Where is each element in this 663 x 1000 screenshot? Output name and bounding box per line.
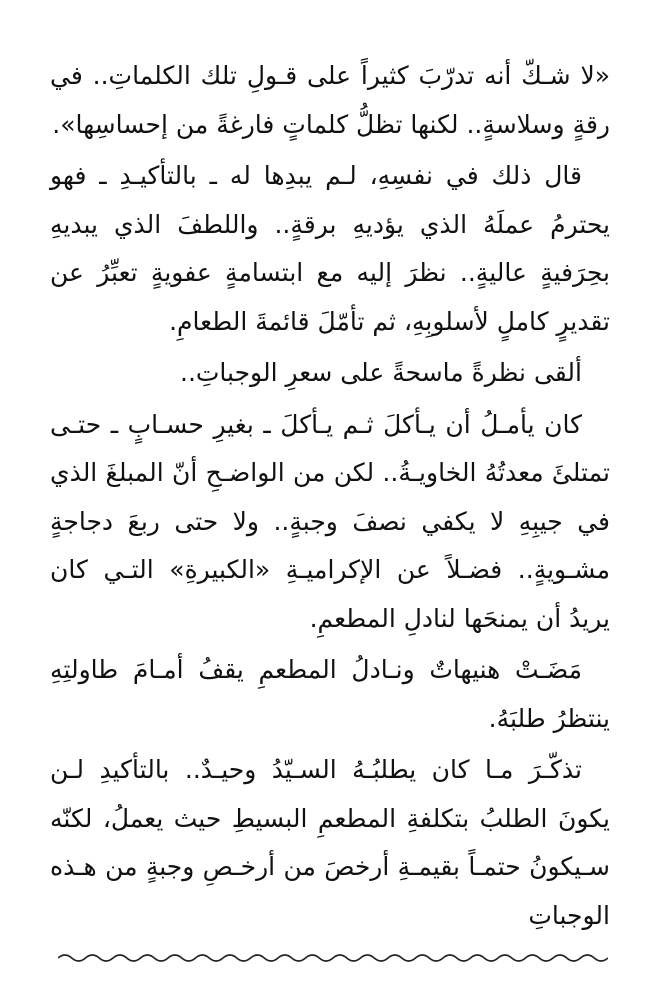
paragraph-waiter-waiting: مَضَـتْ هنيهاتٌ ونـادلُ المطعمِ يقفُ أمـامَ طاولتِهِ ينتظرُ طلبَهُ. [50,655,610,733]
paragraph-remembering-order: تذكّـرَ مـا كان يطلبُـهُ السـيّدُ وحيـدٌ.. بالتأكيدِ لـن يكونَ الطلبُ بتكلفةِ المطعمِ البسيطِ حيث يعملُ، لكنّه سـيكونُ حتمـاً بقيمـةِ أرخصَ من أرخـصِ وجبةٍ من هـذه الوجباتِ [50,755,610,930]
paragraph-inner-thought: قال ذلك في نفسِهِ، لـم يبدِها له ـ بالتأكيـدِ ـ فهو يحترمُ عملَهُ الذي يؤديهِ برقةٍ.. واللطفَ الذي يبديهِ بحِرَفيةٍ عاليةٍ.. نظرَ إليه مع ابتسامةٍ عفويةٍ تعبِّرُ عن تقديرٍ كاملٍ لأسلوبِهِ، ثم تأمّلَ قائمةَ الطعامِ. [50,161,610,336]
body-text [50,52,610,943]
wavy-divider [58,948,608,968]
paragraph-hunger: كان يأمـلُ أن يـأكلَ ثـم يـأكلَ ـ بغيرِ حسـابٍ ـ حتـى تمتلئَ معدتُهُ الخاويـةُ.. لكن من الواضـحِ أنّ المبلغَ الذي في جيبِهِ لا يكفي نصفَ وجبةٍ.. ولا حتى ربعَ دجاجةٍ مشـويةٍ.. فضـلاً عن الإكراميـةِ «الكبيرةِ» التـي كان يريدُ أن يمنحَها لنادلِ المطعمِ. [50,409,610,633]
paragraph-opening-quote: «لا شـكّ أنه تدرّبَ كثيراً على قـولِ تلك الكلماتِ.. في رقةٍ وسلاسةٍ.. لكنها تظلُّ كلماتٍ فارغةً من إحساسِها». [50,61,610,139]
paragraph-glance-prices: ألقى نظرةً ماسحةً على سعرِ الوجباتِ.. [180,358,582,387]
